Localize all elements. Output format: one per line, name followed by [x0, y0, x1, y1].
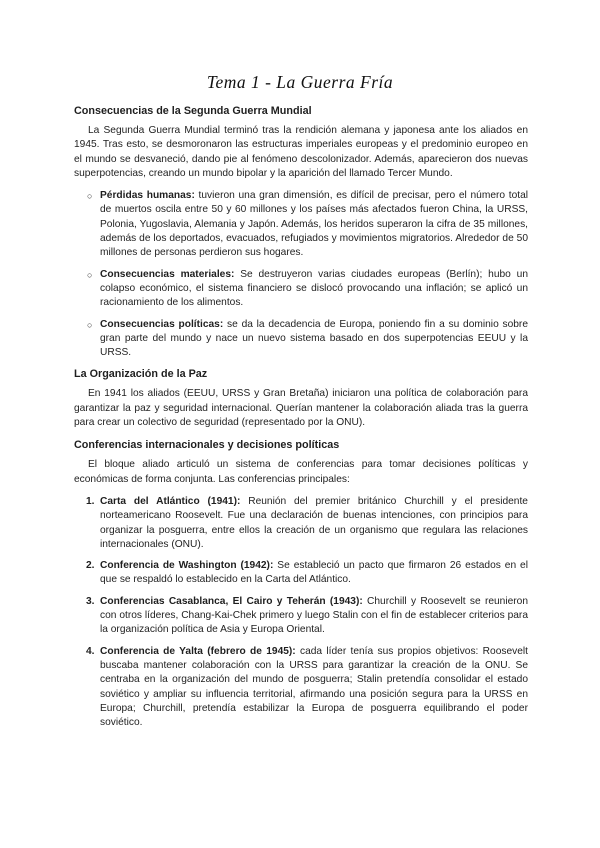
- item-label: Conferencia de Washington (1942):: [100, 560, 274, 572]
- item-label: Conferencia de Yalta (febrero de 1945):: [100, 645, 296, 657]
- list-item: [74, 495, 528, 552]
- section-heading-paz: La Organización de la Paz: [74, 368, 208, 381]
- item-text: Reunión del premier británico Churchill y el presidente norteamericano Roosevelt. Fue una declaración de buenas intenciones, con principios para organizar la posguerra, entre ellos la creación de un organismo que regulara las relaciones internacionales (ONU).: [100, 495, 528, 550]
- item-label: Carta del Atlántico (1941):: [100, 495, 241, 507]
- list-item: [74, 189, 528, 260]
- conferencias-list: [74, 495, 528, 730]
- item-number: 3.: [86, 595, 95, 607]
- item-text: Se estableció un pacto que firmaron 26 estados en el que se respaldó lo establecido en la Carta del Atlántico.: [100, 560, 528, 586]
- list-item: [74, 559, 528, 588]
- section-heading-consecuencias: Consecuencias de la Segunda Guerra Mundial: [74, 105, 312, 117]
- list-item: [74, 595, 528, 638]
- item-number: 2.: [86, 560, 95, 572]
- bullet-text: Se destruyeron varias ciudades europeas (Berlín); hubo un colapso económico, el sistema financiero se dislocó provocando una inflación; se aplicó un racionamiento de los alimentos.: [100, 268, 528, 309]
- item-number: 1.: [86, 495, 95, 507]
- list-item: [74, 318, 528, 361]
- bullet-label: Consecuencias materiales:: [100, 268, 235, 280]
- circle-bullet-icon: ○: [87, 319, 93, 330]
- item-number: 4.: [86, 645, 95, 657]
- document-title: Tema 1 - La Guerra Fría: [206, 72, 394, 92]
- bullet-label: Consecuencias políticas:: [100, 318, 224, 330]
- section-conferencias-intro: El bloque aliado articuló un sistema de conferencias para tomar decisiones políticas y económicas de forma conjunta. Las conferencias principales:: [74, 459, 528, 485]
- bullet-label: Pérdidas humanas:: [100, 190, 195, 202]
- section-heading-conferencias: Conferencias internacionales y decisiones políticas: [74, 439, 340, 452]
- item-label: Conferencias Casablanca, El Cairo y Teherán (1943):: [100, 595, 363, 607]
- circle-bullet-icon: ○: [87, 191, 93, 202]
- item-text: Churchill y Roosevelt se reunieron con otros líderes, Chang-Kai-Chek primero y luego Stalin con el fin de establecer criterios para la organización política de Asia y Europa Oriental.: [100, 595, 528, 636]
- circle-bullet-icon: ○: [87, 269, 93, 280]
- consecuencias-list: [74, 189, 528, 360]
- document-body: [74, 104, 528, 737]
- list-item: [74, 645, 528, 731]
- bullet-text: tuvieron una gran dimensión, es difícil de precisar, pero el número total de muertos oscila entre 50 y 60 millones y los países más afectados fueron China, la URSS, Polonia, Yugoslavia, Alemania y Japón. Además, los heridos superaron la cifra de 35 millones, además de los deportados, evacuados, refugiados y movimientos migratorios. Alrededor de 50 millones de personas perdieron sus hogares.: [100, 190, 529, 259]
- item-text: cada líder tenía sus propios objetivos: Roosevelt buscaba mantener colaboración con la URSS para garantizar la creación de la ONU. Se centraba en la organización del mundo de posguerra; Stalin pretendía consolidar el estado soviético y ampliar su influencia territorial, afirmando una posición segura para la URSS en Europa; Churchill, pretendía estabilizar la Europa de posguerra equilibrando el poder soviético.: [100, 645, 528, 729]
- list-item: [74, 268, 528, 311]
- section-consecuencias-intro: La Segunda Guerra Mundial terminó tras la rendición alemana y japonesa ante los aliados en 1945. Tras esto, se desmoronaron las estructuras imperiales europeas y el predominio europeo en el mundo se desvaneció, dando pie al fenómeno descolonizador. Además, aparecieron dos nuevas superpotencias, creando un mundo bipolar y la aparición del llamado Tercer Mundo.: [74, 125, 528, 179]
- bullet-text: se da la decadencia de Europa, poniendo fin a su dominio sobre gran parte del mundo y nace un nuevo sistema basado en dos superpotencias EEUU y la URSS.: [100, 318, 528, 359]
- section-paz-intro: En 1941 los aliados (EEUU, URSS y Gran Bretaña) iniciaron una política de colaboración para garantizar la paz y seguridad internacional. Querían mantener la colaboración aliada tras la guerra para crear un colectivo de seguridad (representado por la ONU).: [74, 388, 528, 429]
